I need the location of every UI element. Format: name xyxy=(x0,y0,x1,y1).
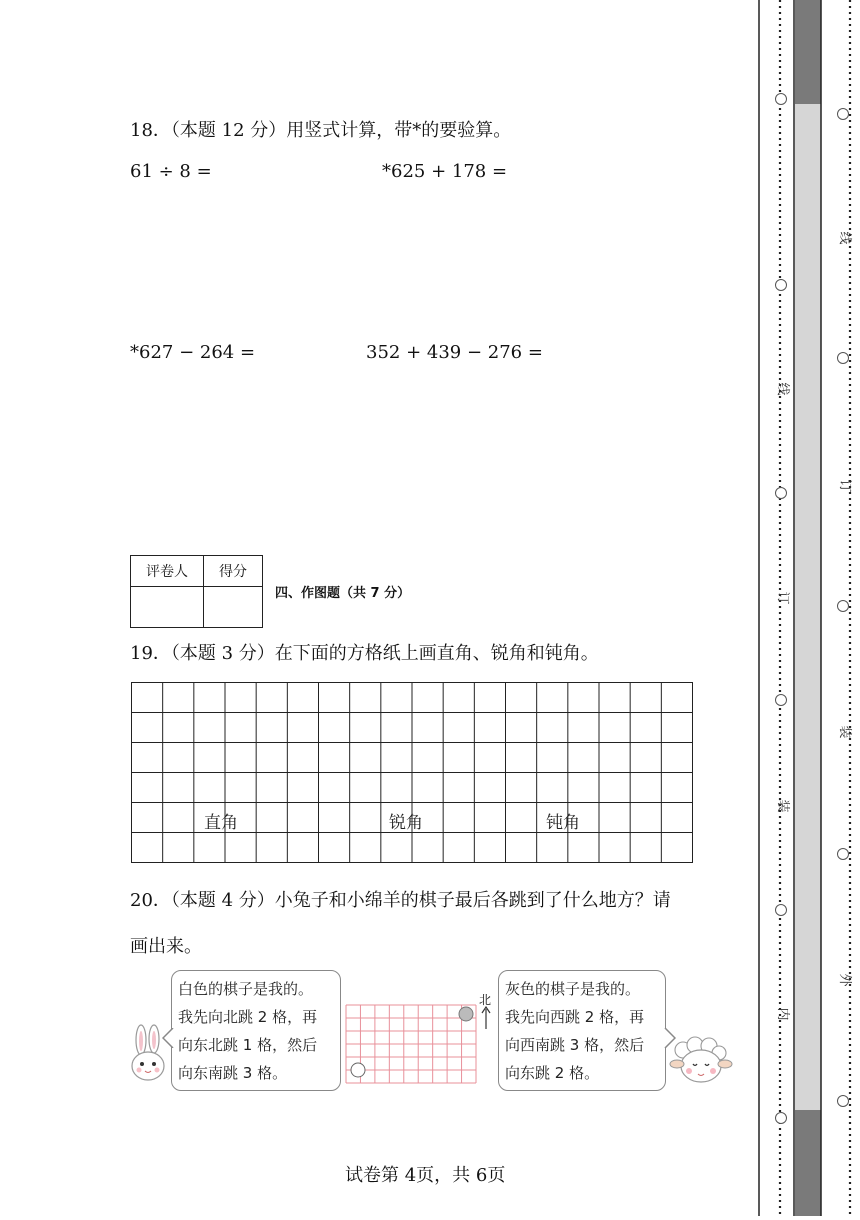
sheep-bubble-line-4: 向东跳 2 格。 xyxy=(505,1064,600,1082)
grid-label-right-angle: 直角 xyxy=(204,813,238,833)
binding-char-staple: 订 xyxy=(775,591,790,605)
binding-char-line-outer: 线 xyxy=(837,231,852,245)
rabbit-bubble-line-4: 向东南跳 3 格。 xyxy=(178,1064,288,1082)
rabbit-speech-bubble xyxy=(171,970,341,1091)
drawing-grid[interactable] xyxy=(131,682,693,863)
binding-hole xyxy=(837,1095,849,1107)
binding-char-line: 线 xyxy=(775,382,790,396)
grader-header: 评卷人 xyxy=(131,556,204,587)
sheep-icon xyxy=(669,1036,733,1086)
binding-hole xyxy=(775,904,787,916)
score-cell[interactable] xyxy=(204,587,263,628)
binding-char-inner: 内 xyxy=(775,1007,790,1021)
sheep-bubble-line-1: 灰色的棋子是我的。 xyxy=(505,980,641,998)
score-table xyxy=(130,555,263,628)
sheep-speech-bubble xyxy=(498,970,666,1091)
grader-cell[interactable] xyxy=(131,587,204,628)
north-arrow-icon xyxy=(481,1006,491,1030)
binding-hole xyxy=(837,108,849,120)
binding-char-outer: 外 xyxy=(837,973,852,987)
binding-hole xyxy=(775,694,787,706)
q18-title: 18．（本题 12 分）用竖式计算，带*的要验算。 xyxy=(130,120,512,141)
q18-equation-4: 352 + 439 − 276 = xyxy=(366,342,543,363)
binding-hole xyxy=(775,487,787,499)
section-4-title: 四、作图题（共 7 分） xyxy=(275,586,411,601)
north-label: 北 xyxy=(479,993,492,1007)
page-footer: 试卷第 4页，共 6页 xyxy=(345,1165,506,1186)
binding-char-bind: 装 xyxy=(775,799,790,813)
grid-label-obtuse-angle: 钝角 xyxy=(546,813,580,833)
rabbit-bubble-line-3: 向东北跳 1 格，然后 xyxy=(178,1036,318,1054)
q20-title-line2: 画出来。 xyxy=(130,936,202,957)
gray-chess-piece[interactable] xyxy=(459,1007,473,1021)
sheep-bubble-line-2: 我先向西跳 2 格，再 xyxy=(505,1008,645,1026)
binding-hole xyxy=(837,848,849,860)
rabbit-bubble-line-1: 白色的棋子是我的。 xyxy=(178,980,314,998)
white-chess-piece[interactable] xyxy=(351,1063,365,1077)
sheep-bubble-line-3: 向西南跳 3 格，然后 xyxy=(505,1036,645,1054)
binding-hole xyxy=(837,600,849,612)
q20-title-line1: 20．（本题 4 分）小兔子和小绵羊的棋子最后各跳到了什么地方？请 xyxy=(130,890,671,911)
binding-char-staple-outer: 订 xyxy=(837,479,852,493)
q18-equation-3: *627 − 264 = xyxy=(130,342,256,363)
binding-hole xyxy=(775,93,787,105)
q19-title: 19．（本题 3 分）在下面的方格纸上画直角、锐角和钝角。 xyxy=(130,643,599,664)
chess-grid[interactable] xyxy=(345,1004,477,1084)
rabbit-bubble-tail xyxy=(162,1028,174,1048)
binding-hole xyxy=(775,279,787,291)
score-header: 得分 xyxy=(204,556,263,587)
rabbit-bubble-line-2: 我先向北跳 2 格，再 xyxy=(178,1008,318,1026)
grid-label-acute-angle: 锐角 xyxy=(389,813,423,833)
q18-equation-2: *625 + 178 = xyxy=(382,161,508,182)
binding-hole xyxy=(837,352,849,364)
binding-hole xyxy=(775,1112,787,1124)
q18-equation-1: 61 ÷ 8 = xyxy=(130,161,212,182)
binding-char-bind-outer: 装 xyxy=(837,725,852,739)
